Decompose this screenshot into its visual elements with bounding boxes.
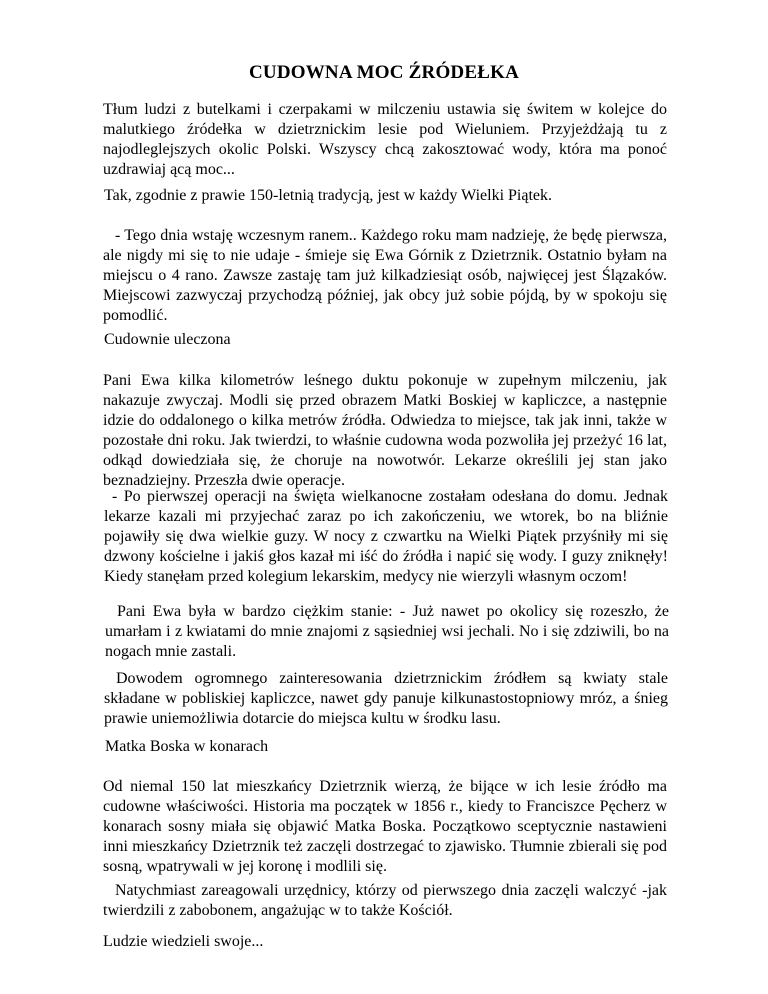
paragraph-history: Od niemal 150 lat mieszkańcy Dzietrznik wierzą, że bijące w ich lesie źródło ma cudowne właściwości. Historia ma początek w 1856 r., kiedy to Franciszce Pęcherz w konarach sosny miała się objawić Matka Boska. Początkowo sceptycznie nastawieni inni mieszkańcy Dzietrznik też zaczęli dostrzegać to zjawisko. Tłumnie zbierali się pod sosną, wpatrywali w jej koronę i modlili się. — [103, 778, 667, 875]
paragraph-flowers-evidence: Dowodem ogromnego zainteresowania dzietrznickim źródłem są kwiaty stale składane w pobliskiej kapliczce, nawet gdy panuje kilkunastostopniowy mróz, a śnieg prawie uniemożliwia dotarcie do miejsca kultu w środku lasu. — [104, 670, 668, 727]
document-title: CUDOWNA MOC ŹRÓDEŁKA — [248, 62, 519, 83]
paragraph-people-knew: Ludzie wiedzieli swoje... — [103, 933, 264, 950]
paragraph-intro: Tłum ludzi z butelkami i czerpakami w milczeniu ustawia się świtem w kolejce do malutkiego źródełka w dzietrznickim lesie pod Wieluniem. Przyjeżdżają tu z najodleglejszych okolic Polski. Wszyscy chcą zakosztować wody, która ma ponoć uzdrawiaj ącą moc... — [103, 101, 667, 178]
section-heading-cudownie-uleczona: Cudownie uleczona — [104, 331, 231, 348]
section-heading-matka-boska: Matka Boska w konarach — [105, 738, 269, 755]
paragraph-officials-reaction: Natychmiast zareagowali urzędnicy, którzy od pierwszego dnia zaczęli walczyć -jak twierdzili z zabobonem, angażując w to także Kościół. — [103, 882, 667, 919]
paragraph-ewa-quote: - Tego dnia wstaję wczesnym ranem.. Każdego roku mam nadzieję, że będę pierwsza, ale nigdy mi się to nie udaje - śmieje się Ewa Górnik z Dzietrznik. Ostatnio byłam na miejscu o 4 rano. Zawsze zastaję tam już kilkadziesiąt osób, najwięcej jest Ślązaków. Miejscowi zazwyczaj przychodzą później, jak obcy już sobie pójdą, by w spokoju się pomodlić. — [103, 227, 667, 324]
paragraph-tradition: Tak, zgodnie z prawie 150-letnią tradycją, jest w każdy Wielki Piątek. — [104, 187, 553, 204]
paragraph-operation-quote: - Po pierwszej operacji na święta wielkanocne zostałam odesłana do domu. Jednak lekarze kazali mi przyjechać zaraz po ich zakończeniu, we wtorek, bo na bliźnie pojawiły się dwa wielkie guzy. W nocy z czwartku na Wielki Piątek przyśniły mi się dzwony kościelne i jakiś głos kazał mi iść do źródła i napić się wody. I guzy zniknęły! Kiedy stanęłam przed kolegium lekarskim, medycy nie wierzyli własnym oczom! — [104, 488, 668, 585]
paragraph-ewa-journey: Pani Ewa kilka kilometrów leśnego duktu pokonuje w zupełnym milczeniu, jak nakazuje zwyczaj. Modli się przed obrazem Matki Boskiej w kapliczce, a następnie idzie do oddalonego o kilka metrów źródła. Odwiedza to miejsce, tak jak inni, także w pozostałe dni roku. Jak twierdzi, to właśnie cudowna woda pozwoliła jej przeżyć 16 lat, odkąd dowiedziała się, że choruje na nowotwór. Lekarze określili jej stan jako beznadziejny. Przeszła dwie operacje. — [103, 372, 667, 489]
paragraph-serious-condition: Pani Ewa była w bardzo ciężkim stanie: - Już nawet po okolicy się rozeszło, że umarłam i z kwiatami do mnie znajomi z sąsiedniej wsi jechali. No i się zdziwili, bo na nogach mnie zastali. — [105, 603, 669, 660]
